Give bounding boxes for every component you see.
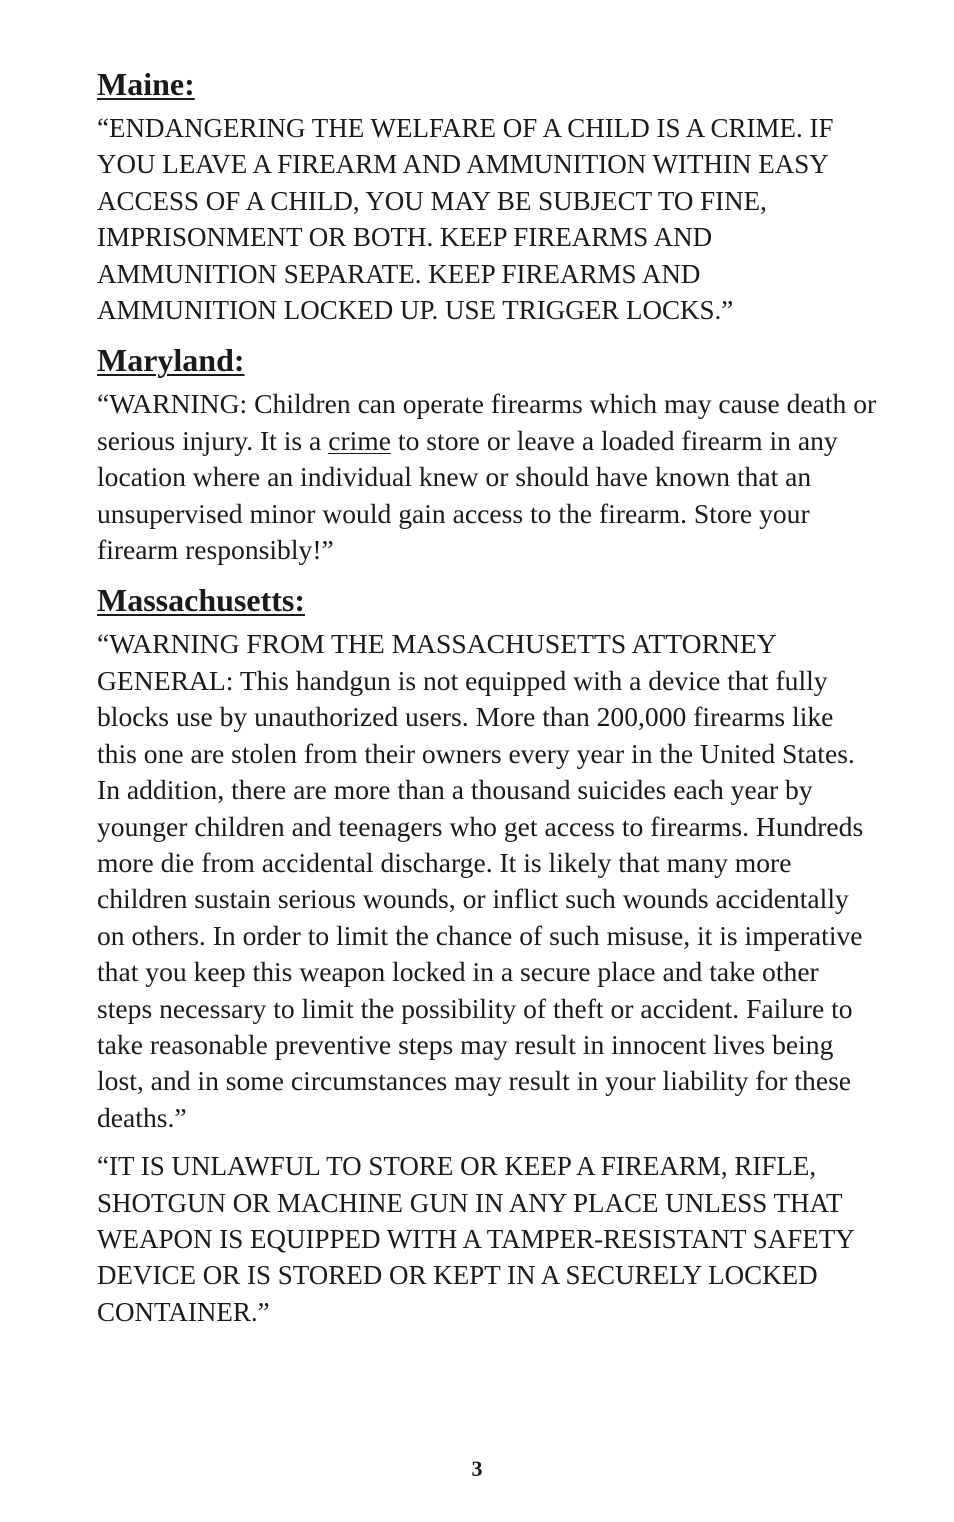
document-page [97, 64, 877, 1342]
maine-warning-text: “ENDANGERING THE WELFARE OF A CHILD IS A CRIME. IF YOU LEAVE A FIREARM AND AMMUNITION WITHIN EASY ACCESS OF A CHILD, YOU MAY BE SUBJECT TO FINE, IMPRISONMENT OR BOTH. KEEP FIREARMS AND AMMUNITION SEPARATE. KEEP FIREARMS AND AMMUNITION LOCKED UP. USE TRIGGER LOCKS.” [97, 113, 834, 326]
maryland-warning-text [97, 386, 877, 568]
section-heading-maine: Maine: [97, 66, 195, 102]
section-heading-massachusetts: Massachusetts: [97, 582, 305, 619]
maryland-text-after: to store or leave a loaded firearm in any location where an individual knew or should have known that an unsupervised minor would gain access to the firearm. Store your firearm responsibly!” [97, 424, 838, 566]
massachusetts-attorney-general-warning: “WARNING FROM THE MASSACHUSETTS ATTORNEY GENERAL: This handgun is not equipped with a device that fully blocks use by unauthorized users. More than 200,000 firearms like this one are stolen from their owners every year in the United States. In addition, there are more than a thousand suicides each year by younger children and teenagers who get access to firearms. Hundreds more die from accidental discharge. It is likely that many more children sustain serious wounds, or inflict such wounds accidentally on others. In order to limit the chance of such misuse, it is imperative that you keep this weapon locked in a secure place and take other steps necessary to limit the possibility of theft or accident. Failure to take reasonable preventive steps may result in innocent lives being lost, and in some circumstances may result in your liability for these deaths.” [97, 628, 864, 1133]
maryland-text-before: “WARNING: Children can operate firearms which may cause death or serious injury. It is a [97, 388, 877, 456]
maryland-text-underlined: crime [328, 424, 392, 456]
massachusetts-storage-law-text: “IT IS UNLAWFUL TO STORE OR KEEP A FIREARM, RIFLE, SHOTGUN OR MACHINE GUN IN ANY PLACE UNLESS THAT WEAPON IS EQUIPPED WITH A TAMPER-RESISTANT SAFETY DEVICE OR IS STORED OR KEPT IN A SECURELY LOCKED CONTAINER.” [97, 1151, 854, 1327]
page-number: 3 [471, 1456, 483, 1481]
section-maine [97, 64, 877, 328]
section-massachusetts [97, 580, 877, 1330]
section-heading-maryland: Maryland: [97, 342, 245, 379]
section-maryland [97, 340, 877, 568]
